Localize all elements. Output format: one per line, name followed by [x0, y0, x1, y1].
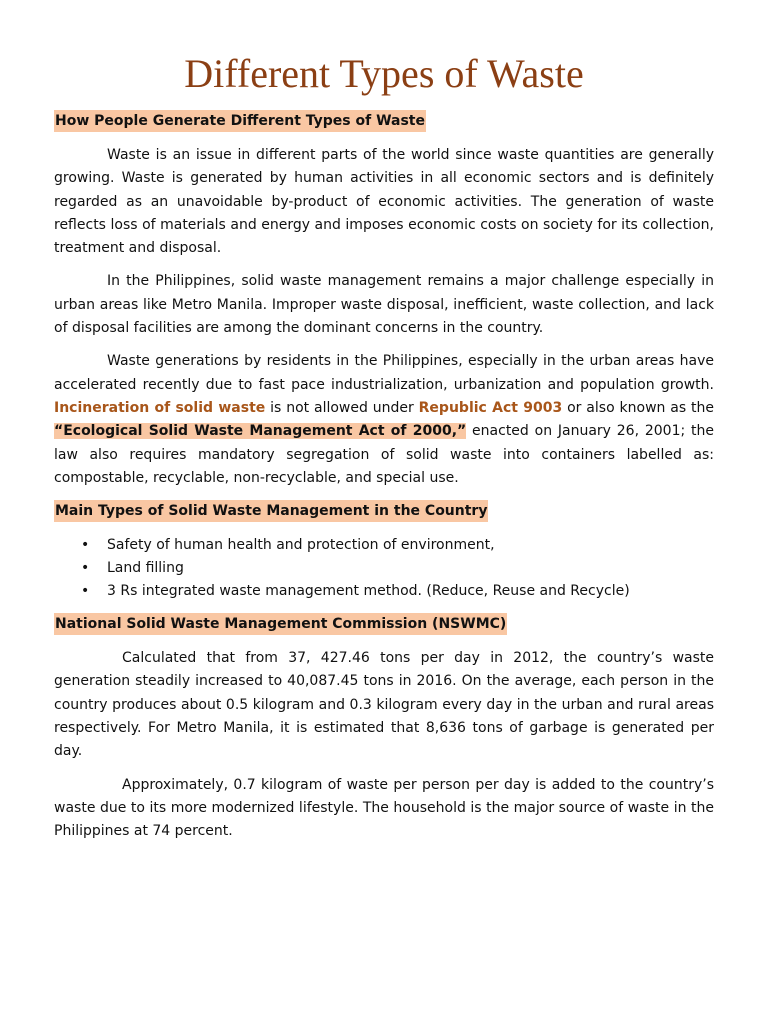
list-item-text: Land filling	[107, 560, 184, 577]
bullet-icon: •	[81, 560, 90, 577]
section-heading-generation: How People Generate Different Types of Waste	[54, 110, 426, 132]
document-body	[54, 110, 714, 854]
highlight-act-title: “Ecological Solid Waste Management Act of 2000,”	[54, 423, 467, 440]
highlight-republic-act: Republic Act 9003	[418, 399, 563, 416]
paragraph-waste-statistics: Calculated that from 37, 427.46 tons per day in 2012, the country’s waste generation steadily increased to 40,087.45 tons in 2016. On the average, each person in the country produces about 0.5 kilogram and 0.3 kilogram every day in the urban and rural areas respectively. For Metro Manila, it is estimated that 8,636 tons of garbage is generated per day.	[54, 650, 714, 760]
section-heading-wrap	[54, 110, 714, 134]
section-heading-main-types: Main Types of Solid Waste Management in the Country	[54, 500, 488, 522]
page-title: Different Types of Waste	[184, 51, 584, 96]
list-item-text: 3 Rs integrated waste management method. (Reduce, Reuse and Recycle)	[107, 583, 630, 600]
list-item	[81, 580, 714, 603]
paragraph-republic-act	[54, 350, 714, 490]
section-heading-nswmc: National Solid Waste Management Commission (NSWMC)	[54, 613, 507, 635]
bullet-list	[54, 534, 714, 603]
paragraph-text: is not allowed under	[265, 399, 419, 416]
list-item-text: Safety of human health and protection of environment,	[107, 537, 495, 554]
highlight-incineration: Incineration of solid waste	[54, 399, 266, 416]
paragraph-household-source: Approximately, 0.7 kilogram of waste per person per day is added to the country’s waste due to its more modernized lifestyle. The household is the major source of waste in the Philippines at 74 percent.	[54, 776, 714, 840]
paragraph-philippines-challenge: In the Philippines, solid waste management remains a major challenge especially in urban areas like Metro Manila. Improper waste disposal, inefficient, waste collection, and lack of disposal facilities are among the dominant concerns in the country.	[54, 273, 714, 337]
paragraph-text: enacted on January 26, 2001; the law also requires mandatory segregation of solid waste into containers labelled as: compostable, recyclable, non-recyclable, and special use.	[54, 423, 714, 486]
list-item	[81, 534, 714, 557]
paragraph-text: Waste generations by residents in the Philippines, especially in the urban areas have accelerated recently due to fast pace industrialization, urbanization and population growth.	[54, 353, 714, 393]
list-item	[81, 557, 714, 580]
section-heading-wrap	[54, 500, 714, 524]
bullet-icon: •	[81, 537, 90, 554]
bullet-icon: •	[81, 583, 90, 600]
section-heading-wrap	[54, 613, 714, 637]
paragraph-waste-issue: Waste is an issue in different parts of the world since waste quantities are generally growing. Waste is generated by human activities in all economic sectors and is definitely regarded as an unavoidable by-product of economic activities. The generation of waste reflects loss of materials and energy and imposes economic costs on society for its collection, treatment and disposal.	[54, 147, 714, 257]
paragraph-text: or also known as the	[562, 399, 714, 416]
